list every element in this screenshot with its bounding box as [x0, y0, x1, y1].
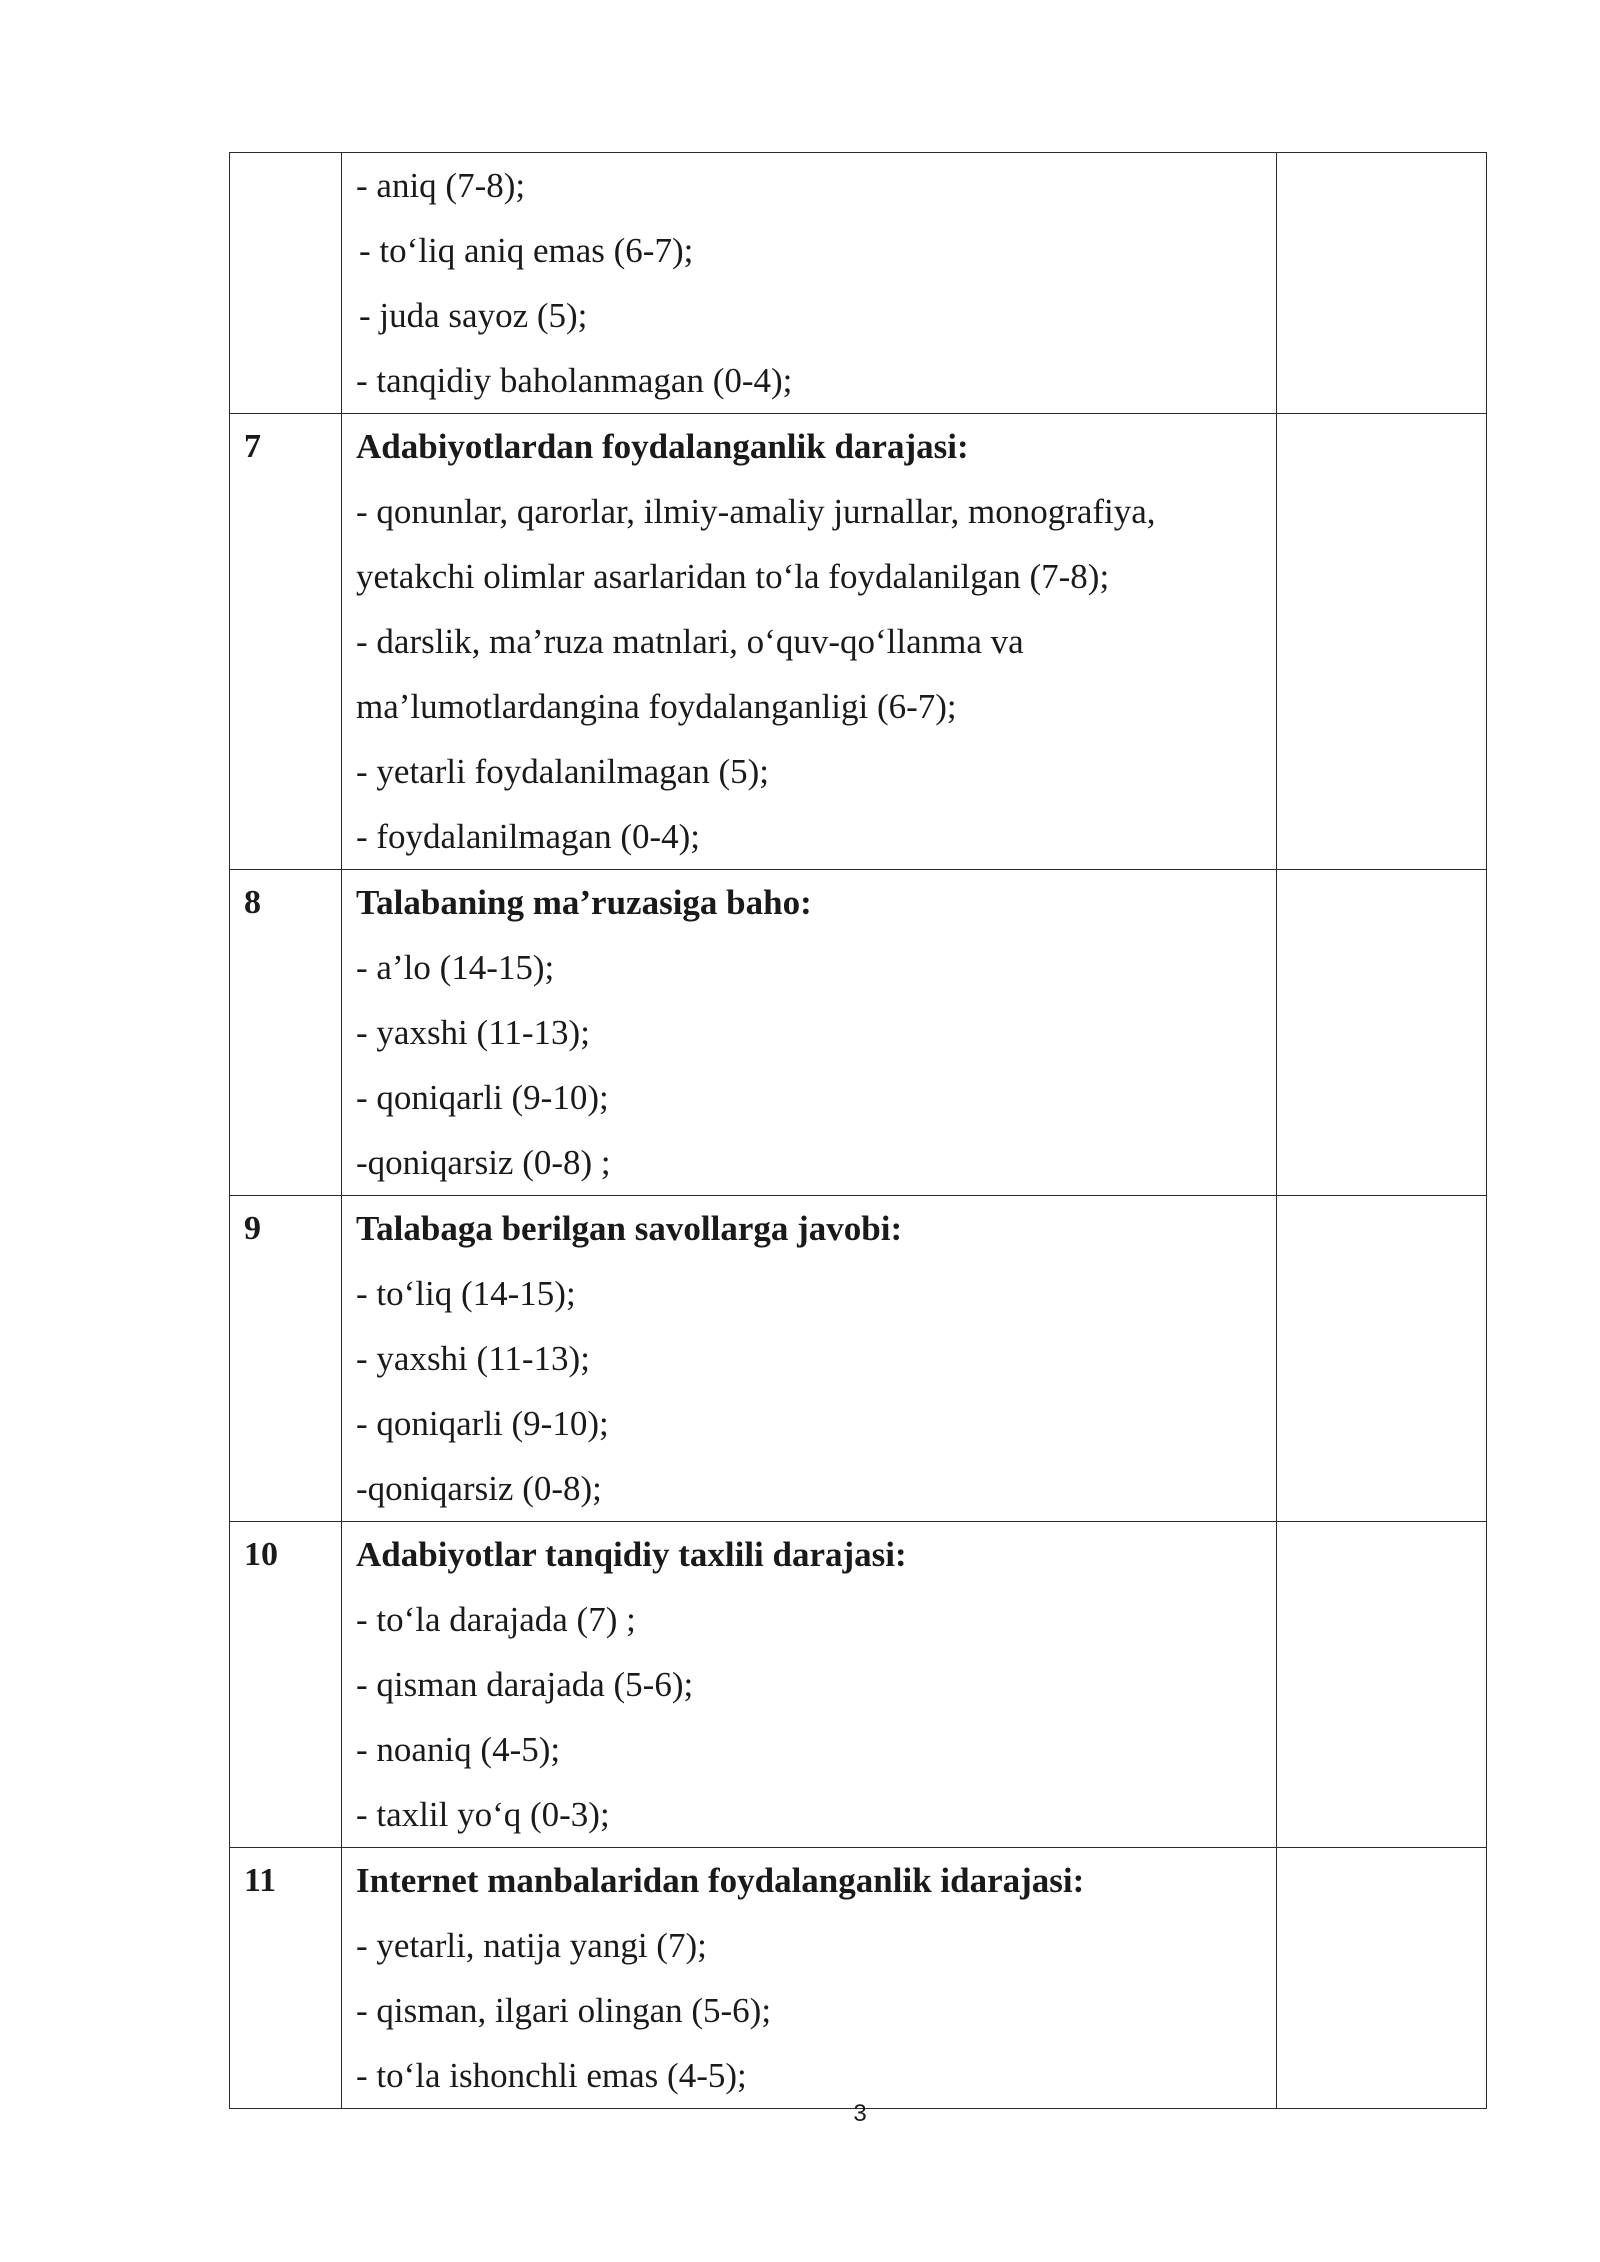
criterion-line: - qisman, ilgari olingan (5-6);: [356, 1991, 772, 2030]
table-row: [230, 1522, 1487, 1848]
row-number: [230, 153, 342, 414]
criterion-heading: Adabiyotlar tanqidiy taxlili darajasi:: [356, 1535, 907, 1574]
criterion-cell: [342, 414, 1277, 870]
criterion-heading: Talabaning ma’ruzasiga baho:: [356, 883, 812, 922]
score-cell: [1277, 870, 1487, 1196]
criterion-line: - to‘liq (14-15);: [356, 1274, 576, 1313]
criterion-line: - aniq (7-8);: [356, 166, 526, 205]
criterion-line: ma’lumotlardangina foydalanganligi (6-7);: [356, 687, 957, 726]
criterion-line: - qisman darajada (5-6);: [356, 1665, 694, 1704]
score-cell: [1277, 1196, 1487, 1522]
row-number: 8: [230, 870, 342, 1196]
criterion-line: yetakchi olimlar asarlaridan to‘la foydalanilgan (7-8);: [356, 557, 1110, 596]
criterion-line: - foydalanilmagan (0-4);: [356, 817, 701, 856]
criterion-line: - yaxshi (11-13);: [356, 1339, 590, 1378]
criterion-cell: [342, 870, 1277, 1196]
table-row: [230, 414, 1487, 870]
criterion-heading: Adabiyotlardan foydalanganlik darajasi:: [356, 427, 969, 466]
row-number: 11: [230, 1848, 342, 2109]
table-row: [230, 1848, 1487, 2109]
criterion-line: - to‘la darajada (7) ;: [356, 1600, 636, 1639]
evaluation-criteria-table: [229, 152, 1487, 2109]
criterion-cell: [342, 1522, 1277, 1848]
row-number: 10: [230, 1522, 342, 1848]
score-cell: [1277, 153, 1487, 414]
criterion-line: - taxlil yo‘q (0-3);: [356, 1795, 610, 1834]
criterion-line: - yetarli, natija yangi (7);: [356, 1926, 707, 1965]
page-number: 3: [853, 2100, 867, 2127]
criterion-line: -qoniqarsiz (0-8) ;: [356, 1143, 611, 1182]
table-row: [230, 1196, 1487, 1522]
criterion-line: - noaniq (4-5);: [356, 1730, 561, 1769]
criterion-line: -qoniqarsiz (0-8);: [356, 1469, 602, 1508]
criterion-heading: Talabaga berilgan savollarga javobi:: [356, 1209, 903, 1248]
criterion-line: - tanqidiy baholanmagan (0-4);: [356, 361, 793, 400]
criterion-line: - yetarli foydalanilmagan (5);: [356, 752, 770, 791]
criterion-line: - juda sayoz (5);: [359, 296, 588, 335]
criterion-line: - qoniqarli (9-10);: [356, 1078, 609, 1117]
criterion-heading: Internet manbalaridan foydalanganlik idarajasi:: [356, 1861, 1085, 1900]
row-number: 7: [230, 414, 342, 870]
criterion-line: - qonunlar, qarorlar, ilmiy-amaliy jurnallar, monografiya,: [356, 492, 1156, 531]
criterion-cell: [342, 153, 1277, 414]
criterion-line: - darslik, ma’ruza matnlari, o‘quv-qo‘llanma va: [356, 622, 1024, 661]
table-row: [230, 153, 1487, 414]
criterion-line: - a’lo (14-15);: [356, 948, 555, 987]
table-row: [230, 870, 1487, 1196]
score-cell: [1277, 414, 1487, 870]
criterion-cell: [342, 1196, 1277, 1522]
criterion-line: - yaxshi (11-13);: [356, 1013, 590, 1052]
row-number: 9: [230, 1196, 342, 1522]
criterion-line: - to‘la ishonchli emas (4-5);: [356, 2056, 747, 2095]
criterion-line: - to‘liq aniq emas (6-7);: [359, 231, 694, 270]
score-cell: [1277, 1848, 1487, 2109]
criterion-cell: [342, 1848, 1277, 2109]
criterion-line: - qoniqarli (9-10);: [356, 1404, 609, 1443]
score-cell: [1277, 1522, 1487, 1848]
